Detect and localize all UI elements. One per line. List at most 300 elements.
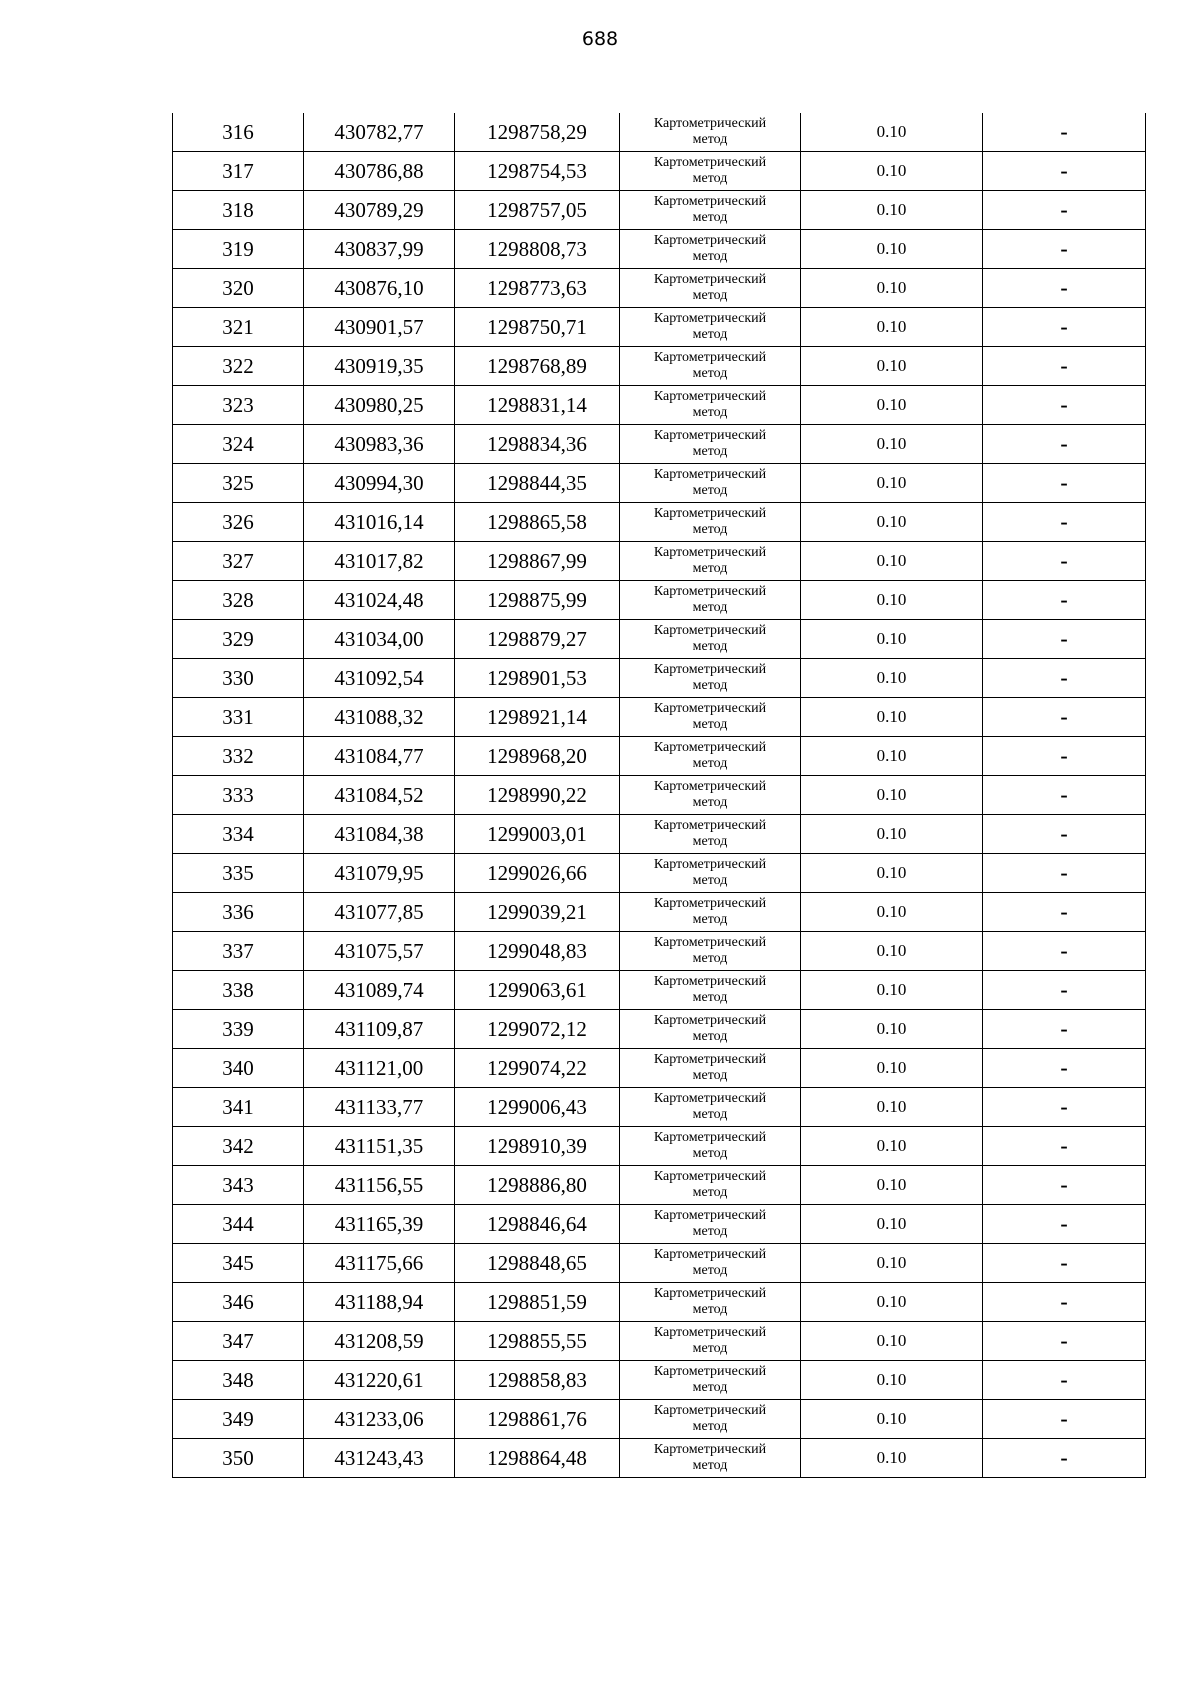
- x-coordinate-cell: 431208,59: [304, 1322, 455, 1361]
- method-cell: [620, 542, 801, 581]
- method-line: Картометрический: [653, 116, 767, 131]
- method-line: Картометрический: [653, 779, 767, 794]
- point-number-cell: 350: [173, 1439, 304, 1478]
- table-row: [173, 503, 1146, 542]
- x-coordinate-cell: 431084,38: [304, 815, 455, 854]
- page-number: 688: [581, 28, 619, 50]
- table-row: [173, 386, 1146, 425]
- accuracy-cell: 0.10: [801, 776, 983, 815]
- x-coordinate-cell: 431092,54: [304, 659, 455, 698]
- description-cell: -: [983, 1439, 1146, 1478]
- method-line: метод: [692, 834, 728, 849]
- method-line: Картометрический: [653, 506, 767, 521]
- point-number-cell: 321: [173, 308, 304, 347]
- method-line: метод: [692, 1068, 728, 1083]
- method-line: Картометрический: [653, 1208, 767, 1223]
- point-number-cell: 336: [173, 893, 304, 932]
- point-number-cell: 329: [173, 620, 304, 659]
- method-cell: [620, 386, 801, 425]
- description-cell: -: [983, 1361, 1146, 1400]
- y-coordinate-cell: 1299026,66: [455, 854, 620, 893]
- accuracy-cell: 0.10: [801, 308, 983, 347]
- accuracy-cell: 0.10: [801, 854, 983, 893]
- description-cell: -: [983, 503, 1146, 542]
- description-cell: -: [983, 1205, 1146, 1244]
- method-cell: [620, 1166, 801, 1205]
- method-line: метод: [692, 912, 728, 927]
- method-line: Картометрический: [653, 662, 767, 677]
- y-coordinate-cell: 1298875,99: [455, 581, 620, 620]
- accuracy-cell: 0.10: [801, 1400, 983, 1439]
- accuracy-cell: 0.10: [801, 1322, 983, 1361]
- accuracy-cell: 0.10: [801, 1439, 983, 1478]
- point-number-cell: 347: [173, 1322, 304, 1361]
- x-coordinate-cell: 430983,36: [304, 425, 455, 464]
- table-row: [173, 932, 1146, 971]
- method-line: Картометрический: [653, 194, 767, 209]
- x-coordinate-cell: 431017,82: [304, 542, 455, 581]
- method-line: Картометрический: [653, 1169, 767, 1184]
- method-line: метод: [692, 1458, 728, 1473]
- method-line: Картометрический: [653, 311, 767, 326]
- method-line: метод: [692, 366, 728, 381]
- x-coordinate-cell: 431121,00: [304, 1049, 455, 1088]
- method-cell: [620, 1127, 801, 1166]
- method-line: метод: [692, 483, 728, 498]
- x-coordinate-cell: 431243,43: [304, 1439, 455, 1478]
- method-cell: [620, 932, 801, 971]
- method-line: метод: [692, 1419, 728, 1434]
- method-line: метод: [692, 1224, 728, 1239]
- description-cell: -: [983, 269, 1146, 308]
- table-row: [173, 269, 1146, 308]
- method-line: метод: [692, 1263, 728, 1278]
- description-cell: -: [983, 1010, 1146, 1049]
- table-row: [173, 152, 1146, 191]
- method-cell: [620, 1010, 801, 1049]
- method-line: Картометрический: [653, 1091, 767, 1106]
- method-line: Картометрический: [653, 974, 767, 989]
- x-coordinate-cell: 430980,25: [304, 386, 455, 425]
- table-row: [173, 1127, 1146, 1166]
- method-cell: [620, 737, 801, 776]
- accuracy-cell: 0.10: [801, 191, 983, 230]
- y-coordinate-cell: 1298808,73: [455, 230, 620, 269]
- y-coordinate-cell: 1298879,27: [455, 620, 620, 659]
- description-cell: -: [983, 464, 1146, 503]
- method-line: метод: [692, 171, 728, 186]
- method-line: метод: [692, 249, 728, 264]
- method-line: метод: [692, 1185, 728, 1200]
- method-cell: [620, 347, 801, 386]
- point-number-cell: 324: [173, 425, 304, 464]
- method-cell: [620, 1283, 801, 1322]
- description-cell: -: [983, 776, 1146, 815]
- y-coordinate-cell: 1298865,58: [455, 503, 620, 542]
- point-number-cell: 334: [173, 815, 304, 854]
- method-line: Картометрический: [653, 233, 767, 248]
- method-line: метод: [692, 1107, 728, 1122]
- description-cell: -: [983, 854, 1146, 893]
- x-coordinate-cell: 431233,06: [304, 1400, 455, 1439]
- point-number-cell: 339: [173, 1010, 304, 1049]
- y-coordinate-cell: 1298831,14: [455, 386, 620, 425]
- table-row: [173, 1283, 1146, 1322]
- point-number-cell: 333: [173, 776, 304, 815]
- method-cell: [620, 1439, 801, 1478]
- accuracy-cell: 0.10: [801, 542, 983, 581]
- y-coordinate-cell: 1298758,29: [455, 113, 620, 152]
- method-line: Картометрический: [653, 701, 767, 716]
- accuracy-cell: 0.10: [801, 815, 983, 854]
- accuracy-cell: 0.10: [801, 386, 983, 425]
- accuracy-cell: 0.10: [801, 620, 983, 659]
- accuracy-cell: 0.10: [801, 152, 983, 191]
- method-line: метод: [692, 873, 728, 888]
- method-cell: [620, 230, 801, 269]
- table-row: [173, 971, 1146, 1010]
- accuracy-cell: 0.10: [801, 269, 983, 308]
- x-coordinate-cell: 430994,30: [304, 464, 455, 503]
- method-line: Картометрический: [653, 584, 767, 599]
- point-number-cell: 345: [173, 1244, 304, 1283]
- table-row: [173, 542, 1146, 581]
- point-number-cell: 344: [173, 1205, 304, 1244]
- table-row: [173, 659, 1146, 698]
- method-line: Картометрический: [653, 1403, 767, 1418]
- coordinates-table: [172, 113, 1146, 1478]
- description-cell: -: [983, 581, 1146, 620]
- method-line: Картометрический: [653, 389, 767, 404]
- point-number-cell: 316: [173, 113, 304, 152]
- method-cell: [620, 113, 801, 152]
- table-row: [173, 893, 1146, 932]
- x-coordinate-cell: 431109,87: [304, 1010, 455, 1049]
- description-cell: -: [983, 191, 1146, 230]
- point-number-cell: 320: [173, 269, 304, 308]
- y-coordinate-cell: 1298867,99: [455, 542, 620, 581]
- x-coordinate-cell: 431084,77: [304, 737, 455, 776]
- point-number-cell: 348: [173, 1361, 304, 1400]
- y-coordinate-cell: 1298921,14: [455, 698, 620, 737]
- method-line: метод: [692, 444, 728, 459]
- x-coordinate-cell: 431175,66: [304, 1244, 455, 1283]
- description-cell: -: [983, 1322, 1146, 1361]
- accuracy-cell: 0.10: [801, 737, 983, 776]
- accuracy-cell: 0.10: [801, 1127, 983, 1166]
- x-coordinate-cell: 431133,77: [304, 1088, 455, 1127]
- method-line: Картометрический: [653, 1286, 767, 1301]
- y-coordinate-cell: 1299048,83: [455, 932, 620, 971]
- method-line: Картометрический: [653, 935, 767, 950]
- accuracy-cell: 0.10: [801, 698, 983, 737]
- accuracy-cell: 0.10: [801, 893, 983, 932]
- method-line: метод: [692, 1380, 728, 1395]
- table-row: [173, 698, 1146, 737]
- accuracy-cell: 0.10: [801, 464, 983, 503]
- method-cell: [620, 893, 801, 932]
- method-line: метод: [692, 756, 728, 771]
- point-number-cell: 322: [173, 347, 304, 386]
- y-coordinate-cell: 1298861,76: [455, 1400, 620, 1439]
- x-coordinate-cell: 430837,99: [304, 230, 455, 269]
- method-line: Картометрический: [653, 896, 767, 911]
- description-cell: -: [983, 542, 1146, 581]
- method-line: метод: [692, 639, 728, 654]
- method-line: метод: [692, 1146, 728, 1161]
- method-line: Картометрический: [653, 1130, 767, 1145]
- x-coordinate-cell: 430901,57: [304, 308, 455, 347]
- point-number-cell: 346: [173, 1283, 304, 1322]
- table-row: [173, 620, 1146, 659]
- y-coordinate-cell: 1298757,05: [455, 191, 620, 230]
- x-coordinate-cell: 431084,52: [304, 776, 455, 815]
- method-cell: [620, 191, 801, 230]
- table-row: [173, 308, 1146, 347]
- method-cell: [620, 1088, 801, 1127]
- method-cell: [620, 1400, 801, 1439]
- y-coordinate-cell: 1298858,83: [455, 1361, 620, 1400]
- point-number-cell: 340: [173, 1049, 304, 1088]
- table-row: [173, 581, 1146, 620]
- y-coordinate-cell: 1298834,36: [455, 425, 620, 464]
- point-number-cell: 343: [173, 1166, 304, 1205]
- method-cell: [620, 269, 801, 308]
- accuracy-cell: 0.10: [801, 1010, 983, 1049]
- x-coordinate-cell: 431188,94: [304, 1283, 455, 1322]
- method-cell: [620, 854, 801, 893]
- method-line: Картометрический: [653, 350, 767, 365]
- accuracy-cell: 0.10: [801, 347, 983, 386]
- y-coordinate-cell: 1298846,64: [455, 1205, 620, 1244]
- accuracy-cell: 0.10: [801, 1205, 983, 1244]
- x-coordinate-cell: 430919,35: [304, 347, 455, 386]
- description-cell: -: [983, 620, 1146, 659]
- y-coordinate-cell: 1299003,01: [455, 815, 620, 854]
- description-cell: -: [983, 659, 1146, 698]
- x-coordinate-cell: 431034,00: [304, 620, 455, 659]
- method-cell: [620, 152, 801, 191]
- accuracy-cell: 0.10: [801, 1283, 983, 1322]
- table-row: [173, 1010, 1146, 1049]
- table-row: [173, 464, 1146, 503]
- description-cell: -: [983, 1244, 1146, 1283]
- table-row: [173, 230, 1146, 269]
- method-line: метод: [692, 795, 728, 810]
- description-cell: -: [983, 1088, 1146, 1127]
- point-number-cell: 317: [173, 152, 304, 191]
- method-line: Картометрический: [653, 272, 767, 287]
- description-cell: -: [983, 1166, 1146, 1205]
- description-cell: -: [983, 113, 1146, 152]
- description-cell: -: [983, 932, 1146, 971]
- y-coordinate-cell: 1299006,43: [455, 1088, 620, 1127]
- x-coordinate-cell: 431075,57: [304, 932, 455, 971]
- method-line: Картометрический: [653, 623, 767, 638]
- method-line: Картометрический: [653, 467, 767, 482]
- table-row: [173, 1205, 1146, 1244]
- coordinates-table-body: [173, 113, 1146, 1478]
- y-coordinate-cell: 1298901,53: [455, 659, 620, 698]
- table-row: [173, 1088, 1146, 1127]
- method-line: метод: [692, 210, 728, 225]
- point-number-cell: 337: [173, 932, 304, 971]
- method-line: метод: [692, 678, 728, 693]
- table-row: [173, 854, 1146, 893]
- method-line: Картометрический: [653, 1442, 767, 1457]
- method-line: метод: [692, 1029, 728, 1044]
- method-line: метод: [692, 561, 728, 576]
- point-number-cell: 323: [173, 386, 304, 425]
- description-cell: -: [983, 815, 1146, 854]
- y-coordinate-cell: 1298886,80: [455, 1166, 620, 1205]
- method-line: Картометрический: [653, 818, 767, 833]
- table-row: [173, 1166, 1146, 1205]
- method-line: метод: [692, 522, 728, 537]
- point-number-cell: 341: [173, 1088, 304, 1127]
- method-cell: [620, 581, 801, 620]
- method-cell: [620, 1205, 801, 1244]
- method-line: метод: [692, 951, 728, 966]
- method-line: Картометрический: [653, 545, 767, 560]
- point-number-cell: 331: [173, 698, 304, 737]
- point-number-cell: 342: [173, 1127, 304, 1166]
- point-number-cell: 349: [173, 1400, 304, 1439]
- table-row: [173, 1049, 1146, 1088]
- description-cell: -: [983, 230, 1146, 269]
- y-coordinate-cell: 1298910,39: [455, 1127, 620, 1166]
- method-cell: [620, 698, 801, 737]
- y-coordinate-cell: 1298848,65: [455, 1244, 620, 1283]
- method-line: Картометрический: [653, 1325, 767, 1340]
- accuracy-cell: 0.10: [801, 581, 983, 620]
- table-row: [173, 113, 1146, 152]
- table-row: [173, 737, 1146, 776]
- method-line: метод: [692, 288, 728, 303]
- description-cell: -: [983, 1127, 1146, 1166]
- y-coordinate-cell: 1298768,89: [455, 347, 620, 386]
- point-number-cell: 332: [173, 737, 304, 776]
- method-cell: [620, 503, 801, 542]
- x-coordinate-cell: 431088,32: [304, 698, 455, 737]
- table-row: [173, 425, 1146, 464]
- method-line: метод: [692, 132, 728, 147]
- y-coordinate-cell: 1298864,48: [455, 1439, 620, 1478]
- description-cell: -: [983, 971, 1146, 1010]
- y-coordinate-cell: 1299039,21: [455, 893, 620, 932]
- method-cell: [620, 620, 801, 659]
- description-cell: -: [983, 152, 1146, 191]
- method-line: метод: [692, 1302, 728, 1317]
- method-line: Картометрический: [653, 1364, 767, 1379]
- point-number-cell: 328: [173, 581, 304, 620]
- x-coordinate-cell: 431079,95: [304, 854, 455, 893]
- y-coordinate-cell: 1298750,71: [455, 308, 620, 347]
- x-coordinate-cell: 430786,88: [304, 152, 455, 191]
- x-coordinate-cell: 431156,55: [304, 1166, 455, 1205]
- point-number-cell: 325: [173, 464, 304, 503]
- description-cell: -: [983, 1049, 1146, 1088]
- description-cell: -: [983, 737, 1146, 776]
- method-cell: [620, 971, 801, 1010]
- point-number-cell: 319: [173, 230, 304, 269]
- accuracy-cell: 0.10: [801, 425, 983, 464]
- method-cell: [620, 1322, 801, 1361]
- accuracy-cell: 0.10: [801, 932, 983, 971]
- y-coordinate-cell: 1298851,59: [455, 1283, 620, 1322]
- point-number-cell: 338: [173, 971, 304, 1010]
- table-row: [173, 1244, 1146, 1283]
- method-cell: [620, 464, 801, 503]
- method-cell: [620, 1361, 801, 1400]
- point-number-cell: 335: [173, 854, 304, 893]
- x-coordinate-cell: 431024,48: [304, 581, 455, 620]
- y-coordinate-cell: 1298754,53: [455, 152, 620, 191]
- x-coordinate-cell: 430876,10: [304, 269, 455, 308]
- accuracy-cell: 0.10: [801, 113, 983, 152]
- accuracy-cell: 0.10: [801, 1049, 983, 1088]
- method-line: метод: [692, 1341, 728, 1356]
- method-cell: [620, 659, 801, 698]
- method-line: метод: [692, 600, 728, 615]
- y-coordinate-cell: 1298844,35: [455, 464, 620, 503]
- y-coordinate-cell: 1298773,63: [455, 269, 620, 308]
- method-line: метод: [692, 990, 728, 1005]
- method-line: метод: [692, 405, 728, 420]
- x-coordinate-cell: 430789,29: [304, 191, 455, 230]
- description-cell: -: [983, 308, 1146, 347]
- description-cell: -: [983, 1400, 1146, 1439]
- method-line: Картометрический: [653, 428, 767, 443]
- accuracy-cell: 0.10: [801, 1361, 983, 1400]
- accuracy-cell: 0.10: [801, 971, 983, 1010]
- method-cell: [620, 815, 801, 854]
- y-coordinate-cell: 1299074,22: [455, 1049, 620, 1088]
- accuracy-cell: 0.10: [801, 503, 983, 542]
- method-cell: [620, 776, 801, 815]
- method-line: Картометрический: [653, 1052, 767, 1067]
- method-line: Картометрический: [653, 740, 767, 755]
- y-coordinate-cell: 1298855,55: [455, 1322, 620, 1361]
- method-line: Картометрический: [653, 155, 767, 170]
- point-number-cell: 326: [173, 503, 304, 542]
- description-cell: -: [983, 347, 1146, 386]
- y-coordinate-cell: 1298968,20: [455, 737, 620, 776]
- y-coordinate-cell: 1299063,61: [455, 971, 620, 1010]
- table-row: [173, 776, 1146, 815]
- description-cell: -: [983, 698, 1146, 737]
- x-coordinate-cell: 430782,77: [304, 113, 455, 152]
- table-row: [173, 1361, 1146, 1400]
- description-cell: -: [983, 1283, 1146, 1322]
- method-cell: [620, 308, 801, 347]
- description-cell: -: [983, 425, 1146, 464]
- point-number-cell: 327: [173, 542, 304, 581]
- x-coordinate-cell: 431089,74: [304, 971, 455, 1010]
- accuracy-cell: 0.10: [801, 230, 983, 269]
- y-coordinate-cell: 1299072,12: [455, 1010, 620, 1049]
- method-line: метод: [692, 327, 728, 342]
- point-number-cell: 318: [173, 191, 304, 230]
- accuracy-cell: 0.10: [801, 1088, 983, 1127]
- y-coordinate-cell: 1298990,22: [455, 776, 620, 815]
- method-cell: [620, 1049, 801, 1088]
- accuracy-cell: 0.10: [801, 1244, 983, 1283]
- method-cell: [620, 1244, 801, 1283]
- table-row: [173, 1322, 1146, 1361]
- x-coordinate-cell: 431016,14: [304, 503, 455, 542]
- x-coordinate-cell: 431165,39: [304, 1205, 455, 1244]
